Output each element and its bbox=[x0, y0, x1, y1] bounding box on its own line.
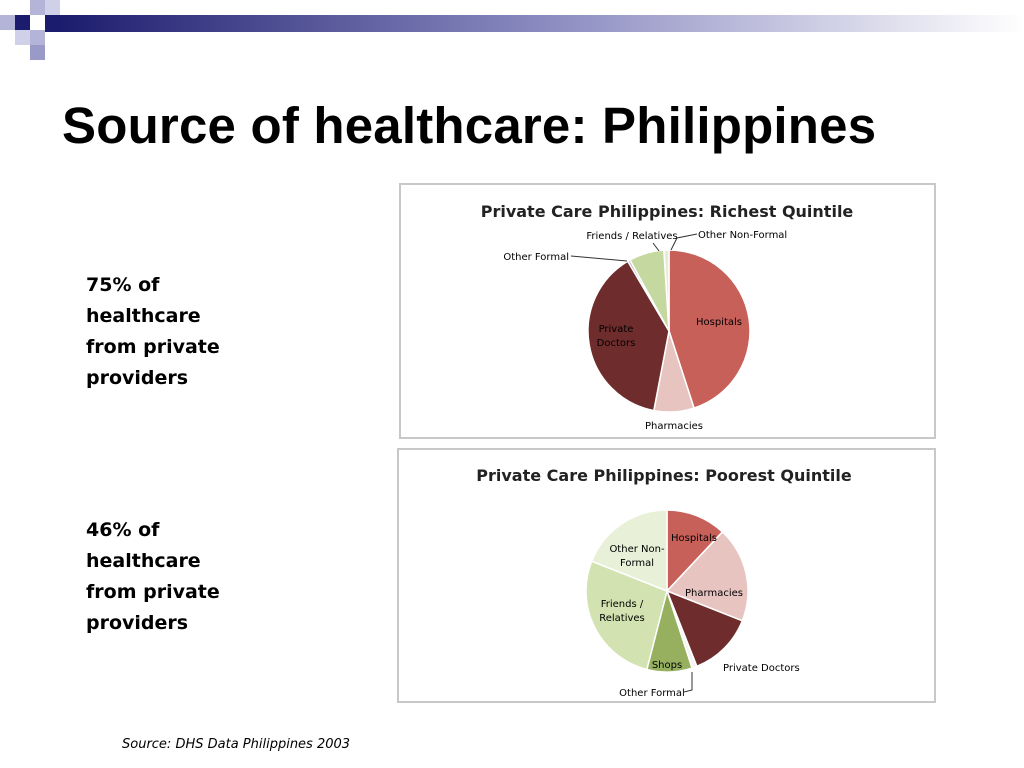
slice-label-private-doctors: Private Doctors bbox=[723, 663, 800, 674]
slice-label-pharmacies: Pharmacies bbox=[685, 588, 743, 599]
header-square bbox=[0, 0, 15, 15]
stat-text-poorest bbox=[86, 515, 286, 639]
leader-line bbox=[653, 243, 659, 251]
source-note: Source: DHS Data Philippines 2003 bbox=[122, 737, 351, 752]
stat-line: providers bbox=[86, 612, 189, 634]
slide-title: Source of healthcare: Philippines bbox=[62, 97, 877, 154]
header-square bbox=[30, 45, 45, 60]
header-square bbox=[15, 30, 30, 45]
leader-line bbox=[571, 256, 627, 261]
slice-label-friends-relatives: Friends / Relatives bbox=[599, 599, 645, 624]
slice-label-shops: Shops bbox=[651, 660, 683, 671]
slice-label-hospitals: Hospitals bbox=[670, 533, 718, 544]
chart-title: Private Care Philippines: Richest Quintile bbox=[480, 202, 854, 221]
stat-line: 75% of bbox=[86, 274, 160, 296]
slice-label-other-non-formal: Other Non-Formal bbox=[698, 230, 788, 241]
slice-label-pharmacies: Pharmacies bbox=[645, 421, 703, 432]
stat-line: from private bbox=[86, 336, 220, 358]
slice-label-friends-relatives: Friends / Relatives bbox=[586, 231, 678, 242]
chart-frame-richest bbox=[399, 183, 936, 439]
header-square bbox=[15, 15, 30, 30]
header-square bbox=[45, 15, 58, 32]
header-square bbox=[45, 0, 60, 15]
pie-chart-poorest bbox=[399, 450, 934, 701]
slice-label-other-formal: Other Formal bbox=[503, 252, 569, 263]
header-gradient-bar bbox=[58, 15, 1024, 32]
leader-line bbox=[684, 672, 692, 692]
stat-line: providers bbox=[86, 367, 189, 389]
chart-frame-poorest bbox=[397, 448, 936, 703]
header-square bbox=[30, 30, 45, 45]
slice-label-hospitals: Hospitals bbox=[695, 317, 743, 328]
chart-title: Private Care Philippines: Poorest Quintile bbox=[476, 466, 852, 485]
header-decoration bbox=[0, 0, 1024, 62]
slice-label-other-non-formal: Other Non-Formal bbox=[609, 544, 665, 569]
slice-label-private-doctors: Private Doctors bbox=[596, 324, 636, 349]
stat-line: healthcare bbox=[86, 550, 201, 572]
header-square bbox=[0, 15, 15, 30]
stat-line: 46% of bbox=[86, 519, 160, 541]
slice-label-other-formal: Other Formal bbox=[619, 688, 685, 699]
pie-chart-richest bbox=[401, 185, 934, 437]
stat-line: from private bbox=[86, 581, 220, 603]
header-square bbox=[30, 0, 45, 15]
stat-line: healthcare bbox=[86, 305, 201, 327]
stat-text-richest bbox=[86, 270, 286, 394]
